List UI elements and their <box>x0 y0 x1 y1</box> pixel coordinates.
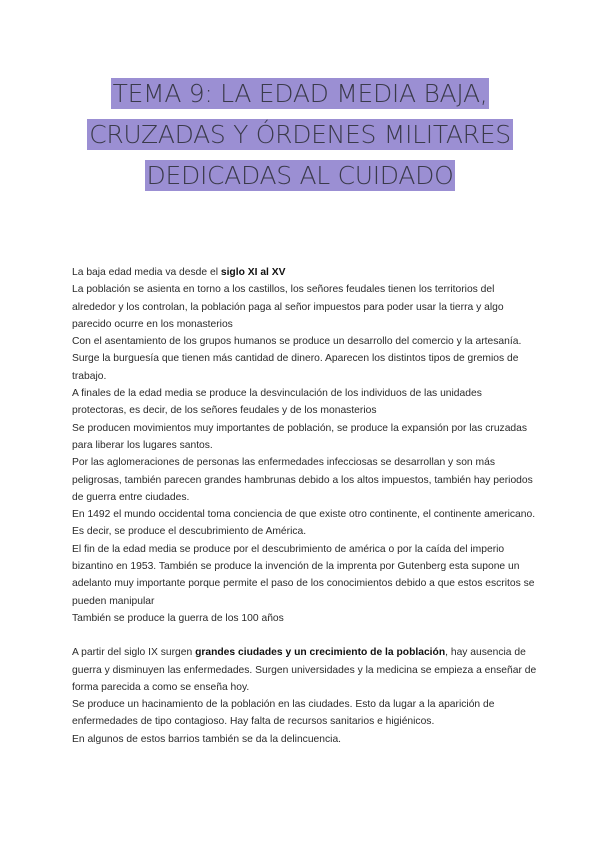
document-body <box>72 264 537 748</box>
bold-cities: grandes ciudades y un crecimiento de la población <box>195 647 446 659</box>
paragraph-detachment: A finales de la edad media se produce la desvinculación de los individuos de las unidades protectoras, es decir, de los señores feudales y de los monasterios <box>72 388 482 417</box>
paragraph-castles: La población se asienta en torno a los castillos, los señores feudales tienen los territorios del alrededor y los controlan, la población paga al señor impuestos para poder usar la tierra y algo parecido ocurre en los monasterios <box>72 284 504 330</box>
bold-period: siglo XI al XV <box>220 267 286 278</box>
paragraph-diseases: Por las aglomeraciones de personas las enfermedades infecciosas se desarrollan y son más peligrosas, también parecen grandes hambrunas debido a los altos impuestos, también hay periodos de guerra entre ciudades. <box>72 457 533 503</box>
paragraph-end-middle-ages: El fin de la edad media se produce por el descubrimiento de américa o por la caída del imperio bizantino en 1953. También se produce la invención de la imprenta por Gutenberg esta supone un adelanto muy importante porque permite el paso de los conocimientos debido a que estos escritos se pueden manipular <box>72 543 535 607</box>
page-title <box>0 73 600 196</box>
paragraph-bourgeoisie: Surge la burguesía que tienen más cantidad de dinero. Aparecen los distintos tipos de gremios de trabajo. <box>72 353 519 382</box>
paragraph-overcrowding: Se produce un hacinamiento de la población en las ciudades. Esto da lugar a la aparición de enfermedades de tipo contagioso. Hay falta de recursos sanitarios e higiénicos. <box>72 699 495 728</box>
paragraph-cities: A partir del siglo IX surgen grandes ciudades y un crecimiento de la población, hay ausencia de guerra y disminuyen las enfermedades. Surgen universidades y la medicina se empieza a enseñar de forma parecida a como se enseña hoy. <box>72 647 537 693</box>
paragraph-hundred-years-war: También se produce la guerra de los 100 años <box>72 612 284 624</box>
title-line-2: CRUZADAS Y ÓRDENES MILITARES <box>89 120 511 149</box>
paragraph-gap <box>72 627 537 644</box>
paragraph-commerce: Con el asentamiento de los grupos humanos se produce un desarrollo del comercio y la artesanía. <box>72 336 522 348</box>
paragraph-crusades: Se producen movimientos muy importantes de población, se produce la expansión por las cruzadas para liberar los lugares santos. <box>72 422 528 451</box>
paragraph-america: En 1492 el mundo occidental toma conciencia de que existe otro continente, el continente americano. Es decir, se produce el descubrimiento de América. <box>72 509 536 538</box>
paragraph-period: La baja edad media va desde el siglo XI al XV <box>72 267 286 278</box>
paragraph-crime: En algunos de estos barrios también se da la delincuencia. <box>72 733 342 745</box>
title-line-3: DEDICADAS AL CUIDADO <box>146 161 454 190</box>
title-line-1: TEMA 9: LA EDAD MEDIA BAJA, <box>112 79 488 108</box>
